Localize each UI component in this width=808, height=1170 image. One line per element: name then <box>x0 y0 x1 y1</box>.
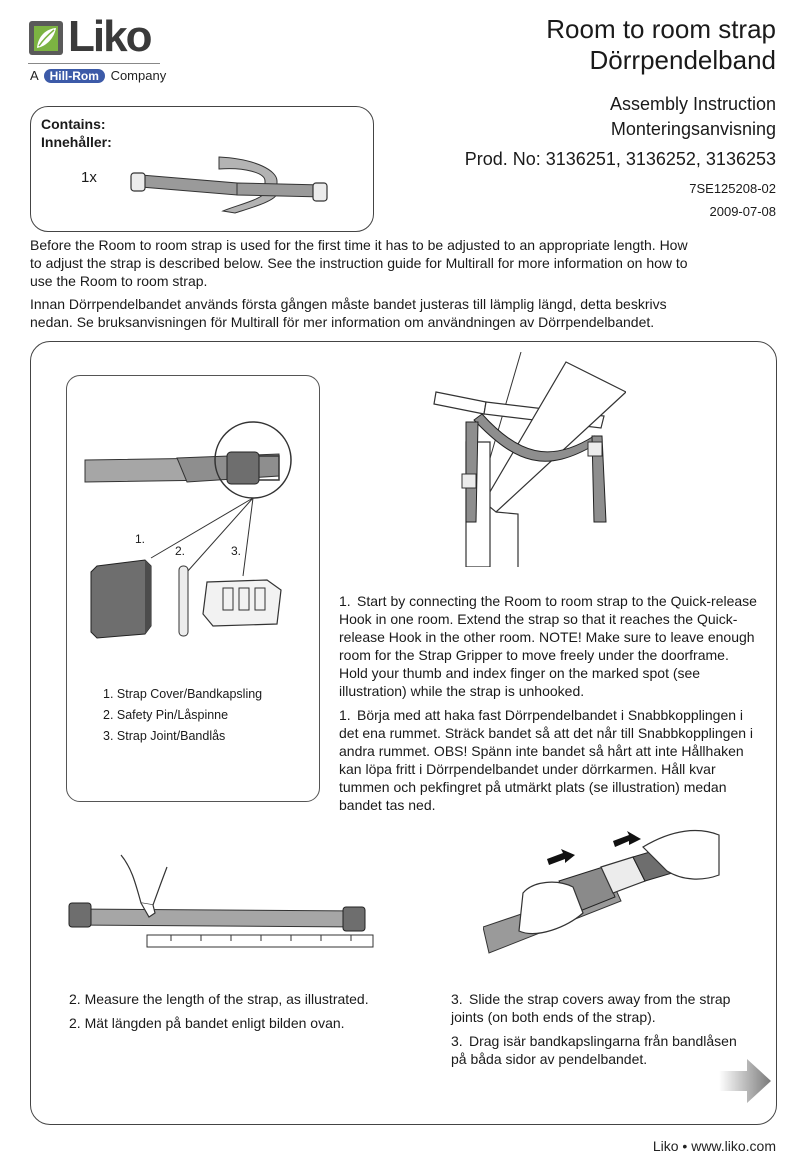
step-2-sv: 2. Mät längden på bandet enligt bilden ovan. <box>69 1015 345 1031</box>
parts-list <box>103 684 262 747</box>
contains-label-en: Contains: <box>41 116 106 132</box>
brand-subline <box>30 68 166 83</box>
step-1-sv: Börja med att haka fast Dörrpendelbandet i Snabbkopplingen i det ena rummet. Sträck bandet så att det når till Snabbkopplingen i andra rummet. OBS! Spänn inte bandet så hårt att inte Hållhaken kan löpa fritt i Dörrpendelbandet under dörrkarmen. Håll kvar tummen och pekfingret på utmärkt plats (se illustration) medan bandet tas ned. <box>339 707 754 813</box>
doorframe-illustration <box>426 352 626 567</box>
liko-logo <box>28 12 167 88</box>
parts-illustration <box>67 376 319 676</box>
brand-name: Liko <box>68 12 151 61</box>
sliding-cover-illustration <box>483 827 723 962</box>
step-1-number: 1. <box>339 593 351 609</box>
logo-divider <box>28 63 160 64</box>
parts-inset <box>66 375 320 802</box>
subtitle-sv: Monteringsanvisning <box>610 119 776 139</box>
step-2-en: 2. Measure the length of the strap, as illustrated. <box>69 991 369 1007</box>
hill-rom-badge: Hill-Rom <box>44 69 105 83</box>
callout-1: 1. <box>135 532 146 546</box>
title-sv: Dörrpendelband <box>589 45 776 75</box>
intro-text <box>30 236 690 336</box>
strap-product-illustration <box>127 155 337 217</box>
step-3 <box>451 990 751 1074</box>
part-item: 3. Strap Joint/Bandlås <box>103 729 226 743</box>
intro-en: Before the Room to room strap is used for the first time it has to be adjusted to an appropriate length. How to adjust the strap is described below. See the instruction guide for Multirall for more information on how to use the Room to room strap. <box>30 237 688 289</box>
step-3-sv-block <box>451 1032 751 1068</box>
step-1-en: Start by connecting the Room to room strap to the Quick-release Hook in one room. Extend the strap so that it reaches the Quick-release Hook in the other room. NOTE! Make sure to leave enough room for the Strap Gripper to move freely under the doorframe. Hold your thumb and index finger on the marked spot (see illustration) while the strap is unhooked. <box>339 593 757 699</box>
step-1-sv-block <box>339 706 759 814</box>
step-3-en-block <box>451 990 751 1026</box>
liko-leaf-icon <box>28 18 64 58</box>
title-en: Room to room strap <box>546 14 776 44</box>
document-title <box>546 14 776 76</box>
document-date: 2009-07-08 <box>709 204 776 219</box>
callout-2: 2. <box>175 544 186 558</box>
step-1-en-block <box>339 592 759 700</box>
intro-sv: Innan Dörrpendelbandet används första gången måste bandet justeras till lämplig längd, detta beskrivs nedan. Se bruksanvisningen för Multirall för mer information om användningen av Dörrpendelbandet. <box>30 296 667 330</box>
contains-label <box>41 115 112 151</box>
measuring-illustration <box>61 847 391 957</box>
contains-box <box>30 106 374 232</box>
brand-sub-suffix: Company <box>110 68 167 83</box>
part-item: 1. Strap Cover/Bandkapsling <box>103 687 263 701</box>
contains-label-sv: Innehåller: <box>41 134 112 150</box>
product-number: Prod. No: 3136251, 3136252, 3136253 <box>464 149 776 169</box>
step-1-number-sv: 1. <box>339 707 351 723</box>
document-number: 7SE125208-02 <box>689 181 776 196</box>
contents-quantity: 1x <box>81 169 97 186</box>
brand-sub-prefix: A <box>30 68 38 83</box>
step-3-number-sv: 3. <box>451 1033 463 1049</box>
step-2 <box>69 990 419 1038</box>
step-1 <box>339 592 759 820</box>
callout-3: 3. <box>231 544 242 558</box>
part-item: 2. Safety Pin/Låspinne <box>103 708 229 722</box>
step-3-number: 3. <box>451 991 463 1007</box>
footer-text: Liko • www.liko.com <box>652 1138 776 1154</box>
document-subtitle <box>610 92 776 142</box>
step-3-sv: Drag isär bandkapslingarna från bandlåsen på båda sidor av pendelbandet. <box>451 1033 737 1067</box>
next-page-arrow-icon[interactable] <box>719 1057 771 1105</box>
subtitle-en: Assembly Instruction <box>609 94 776 114</box>
instructions-panel <box>30 341 777 1125</box>
step-3-en: Slide the strap covers away from the strap joints (on both ends of the strap). <box>451 991 731 1025</box>
